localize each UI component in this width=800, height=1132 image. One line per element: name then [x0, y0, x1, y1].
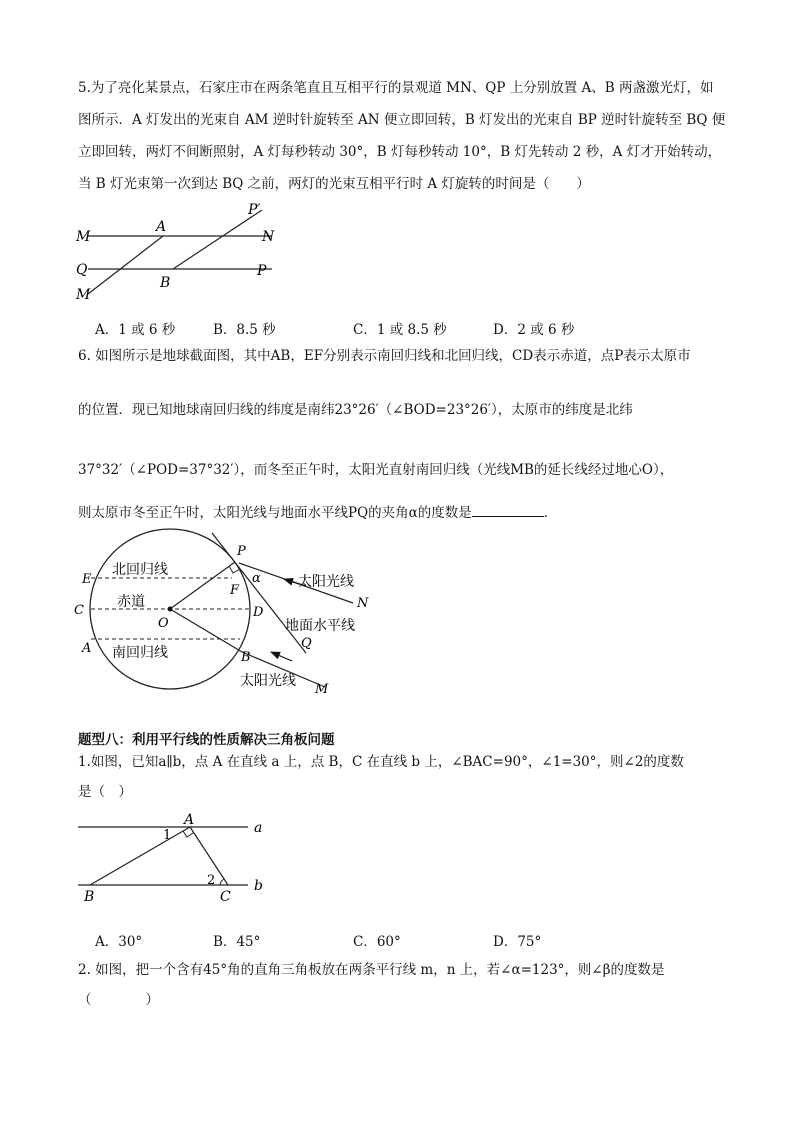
q1-label-angle-1: 1 — [163, 828, 172, 843]
q6-label-north-tropic: 北回归线 — [112, 562, 168, 578]
q5-option-d[interactable]: D．2 或 6 秒 — [493, 322, 575, 338]
q6-earth-figure — [70, 530, 390, 710]
q1-line-1: 1.如图，已知a∥b，点 A 在直线 a 上，点 B，C 在直线 b 上，∠BAC=90°，∠1=30°，则∠2的度数 — [78, 754, 684, 770]
section-title: 题型八：利用平行线的性质解决三角板问题 — [78, 732, 335, 748]
q5-label-P-prime: P′ — [248, 202, 261, 218]
q1-option-c[interactable]: C．60° — [353, 934, 401, 950]
q1-figure — [70, 810, 280, 905]
q1-label-angle-2: 2 — [207, 873, 216, 888]
q5-figure — [70, 198, 290, 308]
q5-line-2: 图所示．A 灯发出的光束自 AM 逆时针旋转至 AN 便立即回转，B 灯发出的光束自 BP 逆时针旋转至 BQ 便 — [78, 112, 726, 128]
q6-label-sunlight-top: 太阳光线 — [298, 574, 354, 590]
q6-line-4-end: ． — [543, 505, 558, 521]
q6-label-F: F — [230, 583, 240, 598]
q1-label-A: A — [184, 812, 195, 828]
q1-option-d[interactable]: D．75° — [493, 934, 542, 950]
q1-line-2: 是（ ） — [78, 784, 132, 800]
q6-line-4-text: 则太原市冬至正午时，太阳光线与地面水平线PQ的夹角α的度数是 — [78, 505, 472, 521]
q6-label-Q: Q — [301, 636, 312, 651]
q2-line-2: （ ） — [78, 992, 159, 1008]
q5-label-A: A — [156, 219, 167, 235]
q5-label-B: B — [160, 275, 171, 291]
q6-label-horizon: 地面水平线 — [285, 618, 355, 634]
q1-option-b[interactable]: B．45° — [213, 934, 261, 950]
q1-label-C: C — [220, 889, 231, 905]
q1-label-a: a — [254, 820, 263, 836]
q5-line-3: 立即回转，两灯不间断照射，A 灯每秒转动 30°，B 灯每秒转动 10°，B 灯先转动 2 秒，A 灯才开始转动， — [78, 144, 722, 160]
q6-label-sunlight-bottom: 太阳光线 — [240, 673, 296, 689]
q6-answer-blank[interactable] — [472, 502, 544, 517]
q5-label-N: N — [262, 229, 275, 245]
q5-option-c[interactable]: C．1 或 8.5 秒 — [353, 322, 447, 338]
q6-label-B: B — [241, 650, 251, 665]
q6-label-P: P — [237, 544, 246, 559]
q6-line-1: 6. 如图所示是地球截面图，其中AB，EF分别表示南回归线和北回归线，CD表示赤道，点P表示太原市 — [78, 348, 691, 364]
q5-line-1: 5.为了亮化某景点，石家庄市在两条笔直且互相平行的景观道 MN、QP 上分别放置 A、B 两盏激光灯，如 — [78, 80, 714, 96]
q2-line-1: 2. 如图，把一个含有45°角的直角三角板放在两条平行线 m，n 上，若∠α=123°，则∠β的度数是 — [78, 962, 665, 978]
q1-label-B: B — [84, 889, 95, 905]
q1-option-a[interactable]: A．30° — [95, 934, 143, 950]
q1-label-b: b — [254, 878, 263, 894]
q6-label-C: C — [74, 603, 84, 618]
q6-label-M: M — [315, 682, 329, 697]
q5-option-b[interactable]: B．8.5 秒 — [213, 322, 276, 338]
q5-label-M-bottom: M — [76, 287, 91, 303]
q6-label-alpha: α — [252, 571, 261, 586]
q6-label-D: D — [253, 605, 264, 620]
q6-label-O: O — [158, 616, 169, 631]
q6-label-E: E — [82, 572, 92, 587]
q5-label-M-top: M — [76, 229, 91, 245]
q6-line-3: 37°32′（∠POD=37°32′），而冬至正午时，太阳光直射南回归线（光线MB的延长线经过地心O）， — [78, 462, 674, 478]
q6-line-4 — [78, 502, 738, 523]
q6-label-A: A — [82, 641, 92, 656]
q6-label-N: N — [357, 596, 369, 611]
q5-label-Q: Q — [76, 262, 88, 278]
q6-label-south-tropic: 南回归线 — [112, 645, 168, 661]
q5-label-P: P — [257, 263, 267, 279]
q6-label-equator: 赤道 — [117, 594, 145, 610]
q5-line-4: 当 B 灯光束第一次到达 BQ 之前，两灯的光束互相平行时 A 灯旋转的时间是（ ） — [78, 176, 590, 192]
q6-line-2: 的位置．现已知地球南回归线的纬度是南纬23°26′（∠BOD=23°26′），太原市的纬度是北纬 — [78, 402, 633, 418]
q5-option-a[interactable]: A．1 或 6 秒 — [95, 322, 176, 338]
